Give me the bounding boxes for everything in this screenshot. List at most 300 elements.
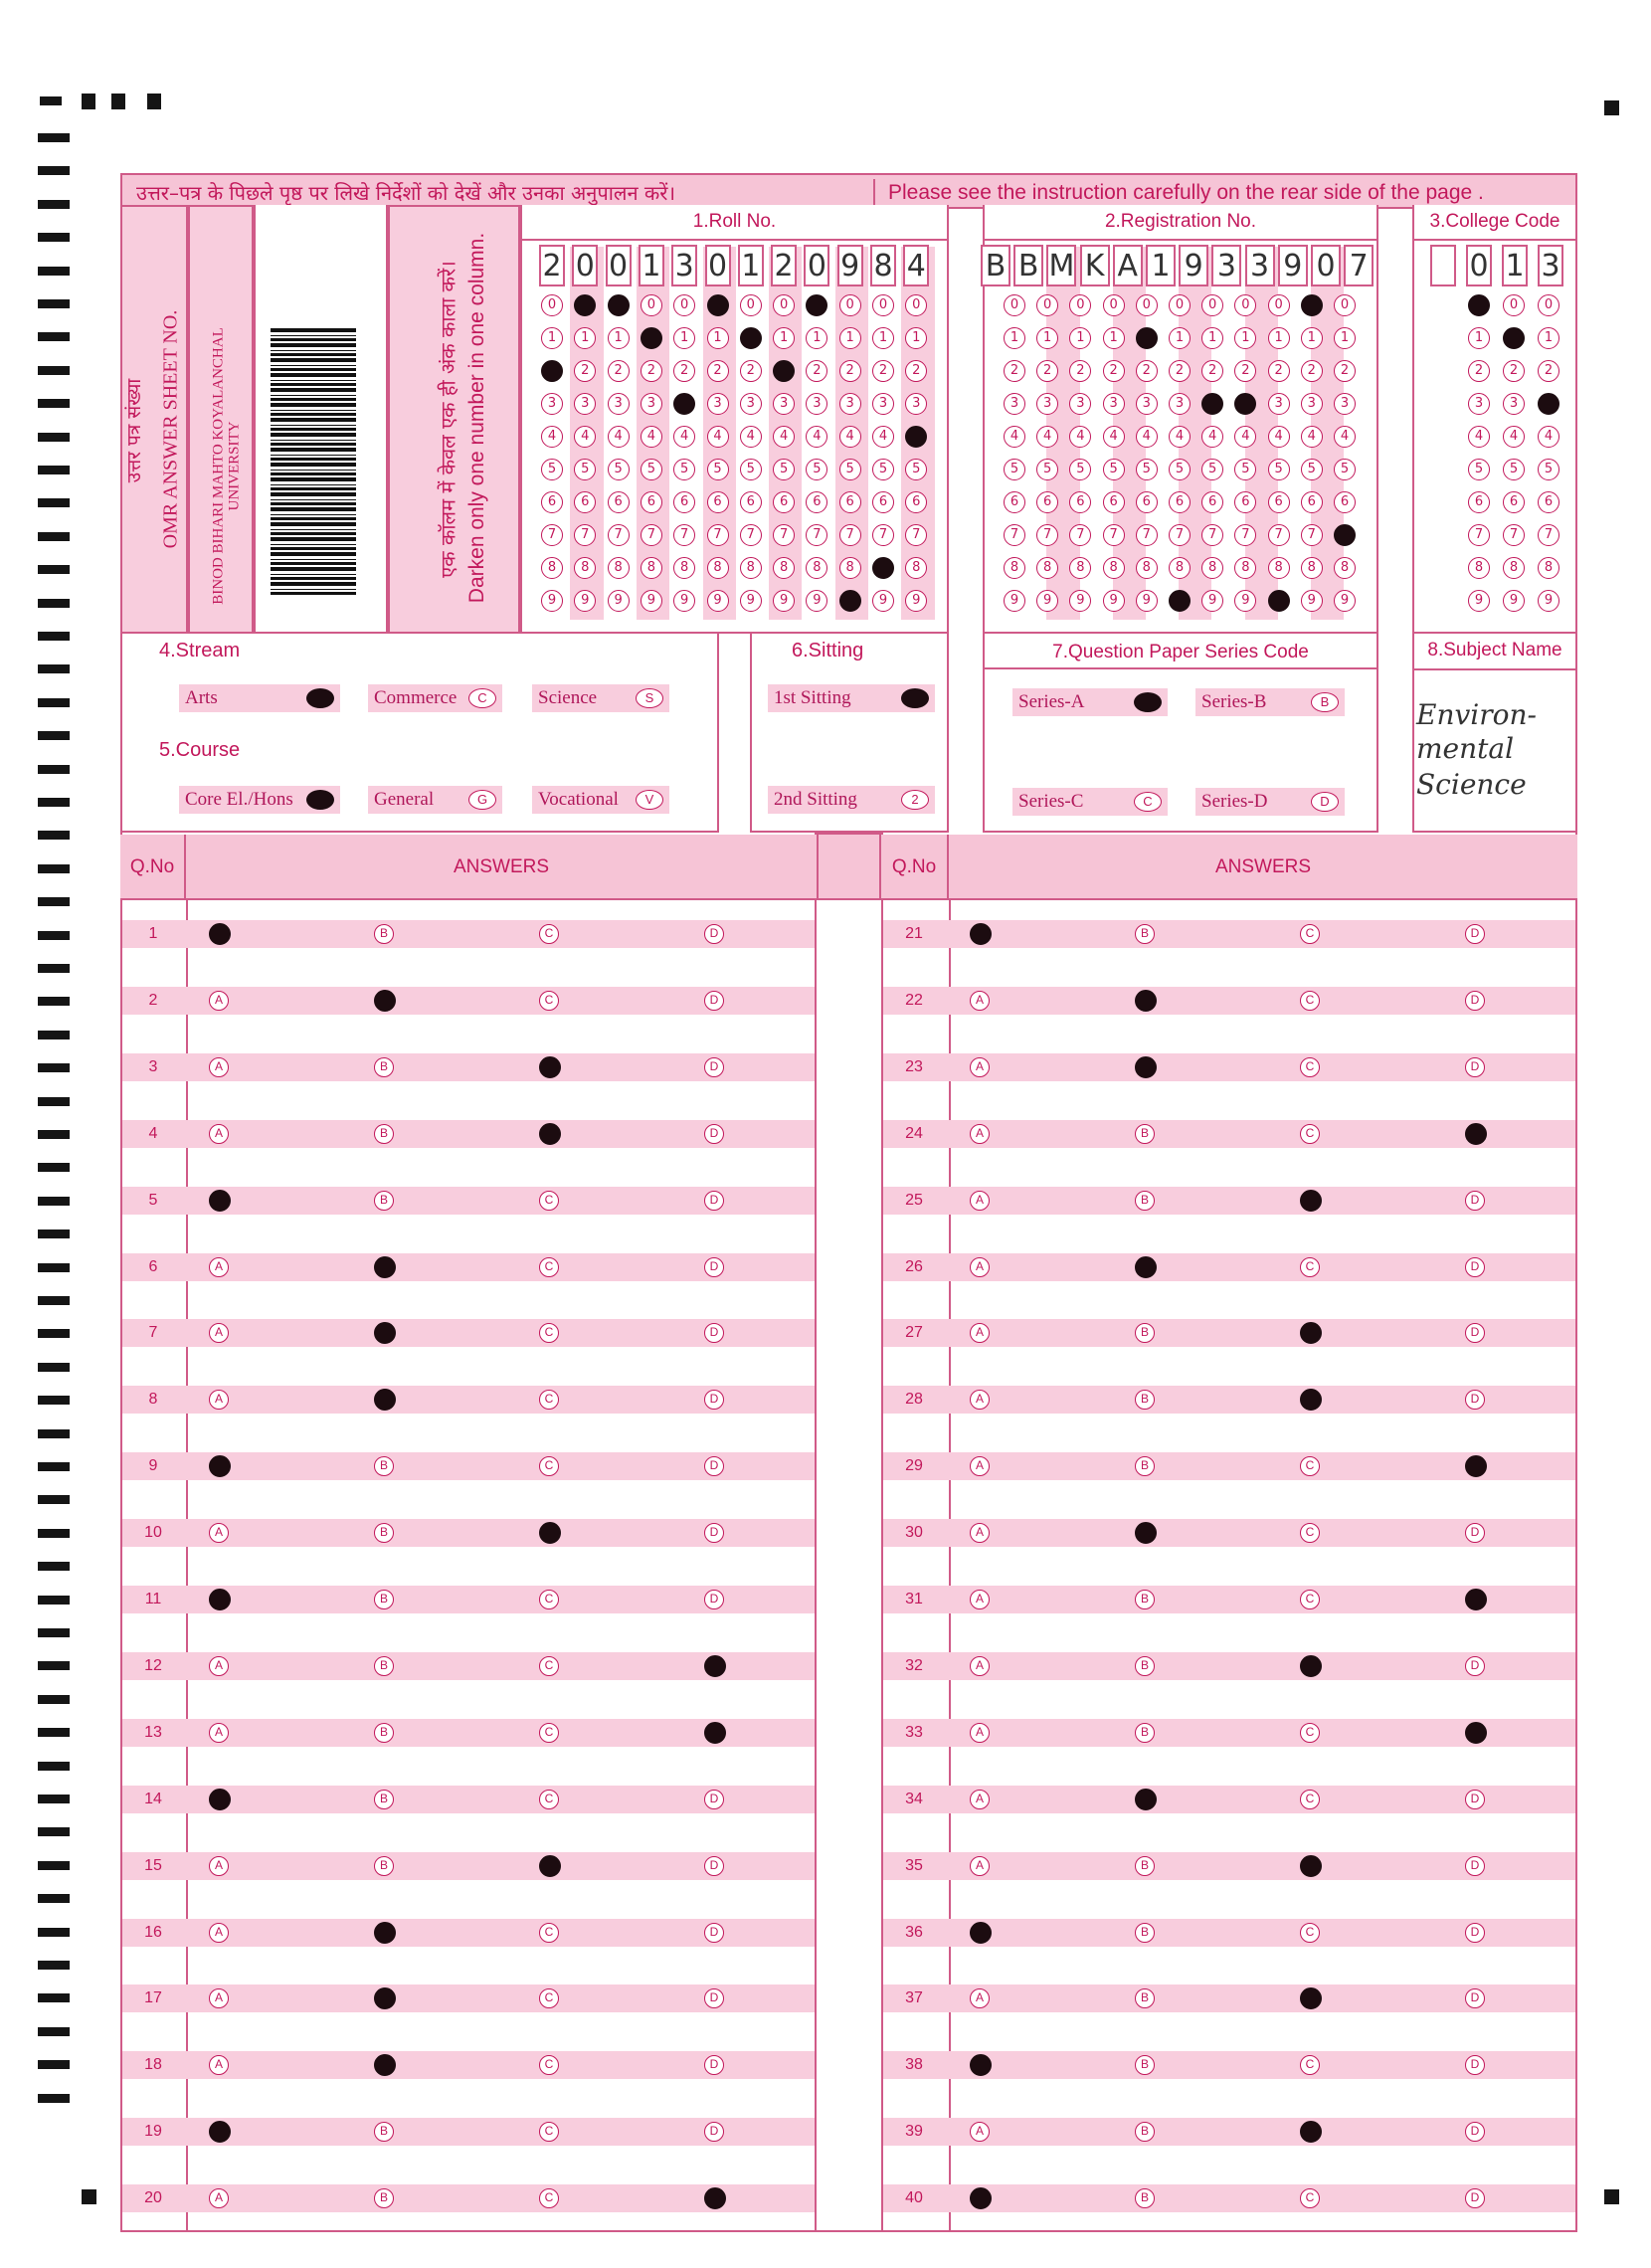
registration-bubble-0[interactable] <box>1301 294 1323 316</box>
registration-bubble-3[interactable]: 3 <box>1004 393 1025 415</box>
answer-bubble-c[interactable]: C <box>1300 1257 1320 1277</box>
answer-bubble-c[interactable]: C <box>539 1323 559 1343</box>
roll-no-bubble-9[interactable]: 9 <box>740 590 762 612</box>
registration-bubble-2[interactable]: 2 <box>1004 360 1025 382</box>
registration-bubble-1[interactable]: 1 <box>1301 327 1323 349</box>
roll-no-bubble-1[interactable]: 1 <box>608 327 630 349</box>
roll-no-bubble-6[interactable]: 6 <box>740 491 762 513</box>
registration-bubble-8[interactable]: 8 <box>1169 557 1191 579</box>
registration-bubble-9[interactable] <box>1268 590 1290 612</box>
answer-bubble-a[interactable]: A <box>209 1323 229 1343</box>
roll-no-bubble-1[interactable]: 1 <box>872 327 894 349</box>
roll-no-bubble-7[interactable]: 7 <box>707 524 729 546</box>
roll-no-bubble-7[interactable]: 7 <box>574 524 596 546</box>
roll-no-bubble-4[interactable]: 4 <box>673 426 695 448</box>
answer-bubble-b[interactable] <box>1135 1789 1157 1810</box>
answer-bubble-a[interactable]: A <box>209 1988 229 2008</box>
answer-bubble-b[interactable]: B <box>374 1057 394 1077</box>
registration-bubble-5[interactable]: 5 <box>1334 459 1356 480</box>
roll-no-bubble-3[interactable]: 3 <box>574 393 596 415</box>
answer-bubble-a[interactable]: A <box>209 1923 229 1943</box>
roll-no-bubble-4[interactable]: 4 <box>740 426 762 448</box>
registration-bubble-9[interactable]: 9 <box>1301 590 1323 612</box>
answer-bubble-c[interactable] <box>1300 1855 1322 1877</box>
roll-no-bubble-3[interactable]: 3 <box>773 393 795 415</box>
answer-bubble-a[interactable]: A <box>209 1124 229 1144</box>
answer-bubble-b[interactable] <box>374 1922 396 1944</box>
registration-bubble-4[interactable]: 4 <box>1169 426 1191 448</box>
answer-bubble-c[interactable] <box>539 1123 561 1145</box>
registration-bubble-9[interactable]: 9 <box>1103 590 1125 612</box>
roll-no-bubble-8[interactable]: 8 <box>673 557 695 579</box>
registration-bubble-3[interactable]: 3 <box>1036 393 1058 415</box>
stream-option-commerce[interactable]: Commerce <box>368 684 502 712</box>
roll-no-bubble-7[interactable]: 7 <box>641 524 662 546</box>
registration-bubble-7[interactable]: 7 <box>1268 524 1290 546</box>
registration-bubble-3[interactable]: 3 <box>1301 393 1323 415</box>
answer-bubble-c[interactable]: C <box>539 1923 559 1943</box>
roll-no-bubble-7[interactable]: 7 <box>673 524 695 546</box>
registration-bubble-8[interactable]: 8 <box>1036 557 1058 579</box>
college-code-bubble-2[interactable]: 2 <box>1538 360 1559 382</box>
roll-no-bubble-3[interactable]: 3 <box>541 393 563 415</box>
stream-option-arts[interactable]: Arts <box>179 684 340 712</box>
college-code-bubble-1[interactable]: 1 <box>1468 327 1490 349</box>
answer-bubble-d[interactable]: D <box>704 2122 724 2142</box>
answer-bubble-c[interactable]: C <box>1300 1790 1320 1809</box>
answer-bubble-d[interactable]: D <box>704 1057 724 1077</box>
roll-no-bubble-4[interactable]: 4 <box>773 426 795 448</box>
answer-bubble-b[interactable]: B <box>1135 1656 1155 1676</box>
registration-bubble-1[interactable]: 1 <box>1036 327 1058 349</box>
answer-bubble-b[interactable] <box>374 1256 396 1278</box>
roll-no-bubble-0[interactable]: 0 <box>740 294 762 316</box>
series-option-series-b[interactable]: Series-B <box>1195 688 1345 716</box>
college-code-bubble-7[interactable]: 7 <box>1503 524 1525 546</box>
registration-bubble-2[interactable]: 2 <box>1334 360 1356 382</box>
roll-no-bubble-3[interactable]: 3 <box>806 393 827 415</box>
roll-no-bubble-2[interactable]: 2 <box>839 360 861 382</box>
answer-bubble-c[interactable]: C <box>1300 1057 1320 1077</box>
series-bubble-a[interactable] <box>1134 692 1162 712</box>
answer-bubble-b[interactable] <box>1135 1522 1157 1544</box>
roll-no-bubble-4[interactable]: 4 <box>574 426 596 448</box>
answer-bubble-a[interactable]: A <box>970 991 990 1011</box>
roll-no-bubble-2[interactable]: 2 <box>707 360 729 382</box>
registration-bubble-5[interactable]: 5 <box>1201 459 1223 480</box>
registration-bubble-7[interactable]: 7 <box>1136 524 1158 546</box>
college-code-bubble-0[interactable] <box>1468 294 1490 316</box>
roll-no-bubble-1[interactable]: 1 <box>773 327 795 349</box>
registration-bubble-6[interactable]: 6 <box>1103 491 1125 513</box>
registration-bubble-9[interactable]: 9 <box>1201 590 1223 612</box>
roll-no-bubble-7[interactable]: 7 <box>541 524 563 546</box>
registration-bubble-9[interactable] <box>1169 590 1191 612</box>
college-code-bubble-9[interactable]: 9 <box>1538 590 1559 612</box>
roll-no-bubble-2[interactable]: 2 <box>872 360 894 382</box>
roll-no-bubble-1[interactable]: 1 <box>905 327 927 349</box>
roll-no-bubble-1[interactable] <box>740 327 762 349</box>
answer-bubble-a[interactable]: A <box>209 1856 229 1876</box>
registration-bubble-6[interactable]: 6 <box>1136 491 1158 513</box>
roll-no-bubble-6[interactable]: 6 <box>872 491 894 513</box>
roll-no-bubble-1[interactable]: 1 <box>673 327 695 349</box>
answer-bubble-b[interactable]: B <box>1135 2122 1155 2142</box>
answer-bubble-c[interactable]: C <box>539 1590 559 1609</box>
answer-bubble-d[interactable] <box>704 1655 726 1677</box>
roll-no-bubble-9[interactable]: 9 <box>574 590 596 612</box>
registration-bubble-5[interactable]: 5 <box>1136 459 1158 480</box>
course-bubble-g[interactable]: G <box>468 790 496 810</box>
answer-bubble-d[interactable]: D <box>1465 924 1485 944</box>
roll-no-bubble-7[interactable]: 7 <box>905 524 927 546</box>
registration-bubble-7[interactable]: 7 <box>1004 524 1025 546</box>
roll-no-bubble-2[interactable] <box>541 360 563 382</box>
stream-bubble-c[interactable]: C <box>468 688 496 708</box>
roll-no-bubble-5[interactable]: 5 <box>673 459 695 480</box>
answer-bubble-d[interactable]: D <box>1465 2188 1485 2208</box>
registration-bubble-2[interactable]: 2 <box>1136 360 1158 382</box>
answer-bubble-c[interactable]: C <box>539 2055 559 2075</box>
registration-bubble-0[interactable]: 0 <box>1036 294 1058 316</box>
answer-bubble-a[interactable] <box>209 1190 231 1212</box>
roll-no-bubble-8[interactable]: 8 <box>839 557 861 579</box>
registration-bubble-0[interactable]: 0 <box>1103 294 1125 316</box>
answer-bubble-d[interactable]: D <box>1465 1257 1485 1277</box>
answer-bubble-c[interactable]: C <box>1300 1590 1320 1609</box>
registration-bubble-9[interactable]: 9 <box>1334 590 1356 612</box>
sitting-option-1st-sitting[interactable]: 1st Sitting <box>768 684 935 712</box>
answer-bubble-b[interactable]: B <box>1135 924 1155 944</box>
answer-bubble-b[interactable]: B <box>374 1656 394 1676</box>
college-code-bubble-2[interactable]: 2 <box>1503 360 1525 382</box>
college-code-bubble-2[interactable]: 2 <box>1468 360 1490 382</box>
answer-bubble-d[interactable]: D <box>1465 1923 1485 1943</box>
roll-no-bubble-5[interactable]: 5 <box>608 459 630 480</box>
registration-bubble-5[interactable]: 5 <box>1268 459 1290 480</box>
roll-no-bubble-8[interactable]: 8 <box>806 557 827 579</box>
answer-bubble-b[interactable]: B <box>374 1723 394 1743</box>
registration-bubble-4[interactable]: 4 <box>1268 426 1290 448</box>
college-code-bubble-4[interactable]: 4 <box>1503 426 1525 448</box>
series-bubble-d[interactable]: D <box>1311 792 1339 812</box>
registration-bubble-7[interactable] <box>1334 524 1356 546</box>
college-code-bubble-0[interactable]: 0 <box>1503 294 1525 316</box>
roll-no-bubble-8[interactable]: 8 <box>574 557 596 579</box>
answer-bubble-d[interactable]: D <box>704 2055 724 2075</box>
course-bubble-h[interactable] <box>306 790 334 810</box>
answer-bubble-a[interactable]: A <box>209 1390 229 1410</box>
registration-bubble-7[interactable]: 7 <box>1201 524 1223 546</box>
roll-no-bubble-8[interactable]: 8 <box>641 557 662 579</box>
roll-no-bubble-3[interactable]: 3 <box>608 393 630 415</box>
registration-bubble-5[interactable]: 5 <box>1069 459 1091 480</box>
registration-bubble-2[interactable]: 2 <box>1036 360 1058 382</box>
roll-no-bubble-9[interactable]: 9 <box>806 590 827 612</box>
roll-no-bubble-5[interactable]: 5 <box>707 459 729 480</box>
answer-bubble-d[interactable]: D <box>704 1988 724 2008</box>
answer-bubble-d[interactable]: D <box>1465 1790 1485 1809</box>
answer-bubble-c[interactable]: C <box>539 924 559 944</box>
answer-bubble-b[interactable]: B <box>1135 1191 1155 1211</box>
answer-bubble-a[interactable]: A <box>970 1988 990 2008</box>
answer-bubble-d[interactable]: D <box>1465 1856 1485 1876</box>
answer-bubble-b[interactable]: B <box>374 1191 394 1211</box>
registration-bubble-7[interactable]: 7 <box>1036 524 1058 546</box>
college-code-bubble-8[interactable]: 8 <box>1468 557 1490 579</box>
answer-bubble-a[interactable]: A <box>970 1590 990 1609</box>
answer-bubble-d[interactable]: D <box>704 924 724 944</box>
answer-bubble-c[interactable]: C <box>539 2188 559 2208</box>
answer-bubble-d[interactable]: D <box>1465 991 1485 1011</box>
roll-no-bubble-1[interactable]: 1 <box>541 327 563 349</box>
registration-bubble-8[interactable]: 8 <box>1234 557 1256 579</box>
registration-bubble-8[interactable]: 8 <box>1268 557 1290 579</box>
answer-bubble-b[interactable]: B <box>374 2122 394 2142</box>
roll-no-bubble-2[interactable]: 2 <box>673 360 695 382</box>
registration-bubble-8[interactable]: 8 <box>1201 557 1223 579</box>
answer-bubble-a[interactable]: A <box>970 1390 990 1410</box>
roll-no-bubble-0[interactable]: 0 <box>641 294 662 316</box>
registration-bubble-1[interactable]: 1 <box>1201 327 1223 349</box>
answer-bubble-a[interactable]: A <box>209 2188 229 2208</box>
roll-no-bubble-5[interactable]: 5 <box>773 459 795 480</box>
answer-bubble-c[interactable]: C <box>1300 1723 1320 1743</box>
roll-no-bubble-0[interactable]: 0 <box>773 294 795 316</box>
roll-no-bubble-4[interactable]: 4 <box>608 426 630 448</box>
sitting-bubble-1[interactable] <box>901 688 929 708</box>
roll-no-bubble-2[interactable]: 2 <box>905 360 927 382</box>
answer-bubble-d[interactable]: D <box>704 1191 724 1211</box>
registration-bubble-9[interactable]: 9 <box>1234 590 1256 612</box>
roll-no-bubble-9[interactable]: 9 <box>641 590 662 612</box>
roll-no-bubble-9[interactable]: 9 <box>541 590 563 612</box>
roll-no-bubble-6[interactable]: 6 <box>773 491 795 513</box>
college-code-bubble-6[interactable]: 6 <box>1503 491 1525 513</box>
answer-bubble-d[interactable]: D <box>1465 2055 1485 2075</box>
answer-bubble-d[interactable]: D <box>704 1456 724 1476</box>
roll-no-bubble-3[interactable]: 3 <box>839 393 861 415</box>
registration-bubble-3[interactable]: 3 <box>1136 393 1158 415</box>
college-code-bubble-9[interactable]: 9 <box>1468 590 1490 612</box>
roll-no-bubble-0[interactable] <box>608 294 630 316</box>
roll-no-bubble-9[interactable]: 9 <box>872 590 894 612</box>
roll-no-bubble-0[interactable]: 0 <box>839 294 861 316</box>
roll-no-bubble-3[interactable]: 3 <box>872 393 894 415</box>
roll-no-bubble-1[interactable]: 1 <box>707 327 729 349</box>
answer-bubble-b[interactable]: B <box>374 1590 394 1609</box>
registration-bubble-8[interactable]: 8 <box>1334 557 1356 579</box>
stream-bubble-a[interactable] <box>306 688 334 708</box>
roll-no-bubble-4[interactable]: 4 <box>541 426 563 448</box>
college-code-bubble-6[interactable]: 6 <box>1468 491 1490 513</box>
roll-no-bubble-1[interactable]: 1 <box>806 327 827 349</box>
registration-bubble-4[interactable]: 4 <box>1036 426 1058 448</box>
answer-bubble-b[interactable]: B <box>1135 1456 1155 1476</box>
roll-no-bubble-9[interactable]: 9 <box>608 590 630 612</box>
registration-bubble-8[interactable]: 8 <box>1069 557 1091 579</box>
answer-bubble-b[interactable]: B <box>374 924 394 944</box>
answer-bubble-a[interactable]: A <box>970 1057 990 1077</box>
answer-bubble-a[interactable]: A <box>970 1723 990 1743</box>
college-code-bubble-5[interactable]: 5 <box>1538 459 1559 480</box>
answer-bubble-b[interactable]: B <box>1135 2055 1155 2075</box>
registration-bubble-0[interactable]: 0 <box>1136 294 1158 316</box>
registration-bubble-7[interactable]: 7 <box>1301 524 1323 546</box>
roll-no-bubble-6[interactable]: 6 <box>608 491 630 513</box>
roll-no-bubble-0[interactable]: 0 <box>905 294 927 316</box>
roll-no-bubble-3[interactable]: 3 <box>641 393 662 415</box>
registration-bubble-1[interactable]: 1 <box>1234 327 1256 349</box>
college-code-bubble-5[interactable]: 5 <box>1503 459 1525 480</box>
registration-bubble-9[interactable]: 9 <box>1136 590 1158 612</box>
answer-bubble-b[interactable]: B <box>1135 1723 1155 1743</box>
roll-no-bubble-8[interactable]: 8 <box>740 557 762 579</box>
answer-bubble-d[interactable]: D <box>1465 1988 1485 2008</box>
answer-bubble-c[interactable]: C <box>539 1723 559 1743</box>
answer-bubble-b[interactable]: B <box>1135 1323 1155 1343</box>
college-code-bubble-3[interactable] <box>1538 393 1559 415</box>
answer-bubble-d[interactable]: D <box>704 1390 724 1410</box>
registration-bubble-2[interactable]: 2 <box>1169 360 1191 382</box>
registration-bubble-7[interactable]: 7 <box>1169 524 1191 546</box>
registration-bubble-0[interactable]: 0 <box>1234 294 1256 316</box>
answer-bubble-a[interactable]: A <box>209 991 229 1011</box>
roll-no-bubble-2[interactable]: 2 <box>740 360 762 382</box>
answer-bubble-a[interactable]: A <box>970 1856 990 1876</box>
roll-no-bubble-1[interactable]: 1 <box>574 327 596 349</box>
registration-bubble-4[interactable]: 4 <box>1069 426 1091 448</box>
roll-no-bubble-5[interactable]: 5 <box>806 459 827 480</box>
answer-bubble-c[interactable]: C <box>539 1191 559 1211</box>
college-code-bubble-3[interactable]: 3 <box>1503 393 1525 415</box>
roll-no-bubble-8[interactable]: 8 <box>707 557 729 579</box>
answer-bubble-d[interactable] <box>704 2187 726 2209</box>
answer-bubble-b[interactable]: B <box>1135 1124 1155 1144</box>
answer-bubble-d[interactable]: D <box>704 1856 724 1876</box>
answer-bubble-c[interactable]: C <box>539 1790 559 1809</box>
answer-bubble-d[interactable] <box>1465 1722 1487 1744</box>
roll-no-bubble-9[interactable] <box>839 590 861 612</box>
roll-no-bubble-6[interactable]: 6 <box>839 491 861 513</box>
roll-no-bubble-0[interactable] <box>707 294 729 316</box>
roll-no-bubble-7[interactable]: 7 <box>839 524 861 546</box>
answer-bubble-d[interactable]: D <box>704 1323 724 1343</box>
roll-no-bubble-6[interactable]: 6 <box>541 491 563 513</box>
roll-no-bubble-9[interactable]: 9 <box>905 590 927 612</box>
registration-bubble-9[interactable]: 9 <box>1036 590 1058 612</box>
registration-bubble-2[interactable]: 2 <box>1234 360 1256 382</box>
college-code-bubble-4[interactable]: 4 <box>1468 426 1490 448</box>
answer-bubble-a[interactable] <box>209 1789 231 1810</box>
roll-no-bubble-1[interactable] <box>641 327 662 349</box>
roll-no-bubble-7[interactable]: 7 <box>740 524 762 546</box>
answer-bubble-c[interactable]: C <box>1300 1456 1320 1476</box>
answer-bubble-b[interactable]: B <box>374 1856 394 1876</box>
roll-no-bubble-5[interactable]: 5 <box>905 459 927 480</box>
answer-bubble-a[interactable] <box>970 923 992 945</box>
answer-bubble-d[interactable] <box>1465 1589 1487 1610</box>
answer-bubble-a[interactable]: A <box>209 1523 229 1543</box>
college-code-bubble-1[interactable] <box>1503 327 1525 349</box>
college-code-bubble-5[interactable]: 5 <box>1468 459 1490 480</box>
course-option-core-el-hons[interactable]: Core El./Hons <box>179 786 340 814</box>
roll-no-bubble-5[interactable]: 5 <box>872 459 894 480</box>
registration-bubble-4[interactable]: 4 <box>1136 426 1158 448</box>
registration-bubble-8[interactable]: 8 <box>1103 557 1125 579</box>
answer-bubble-b[interactable]: B <box>1135 1590 1155 1609</box>
answer-bubble-b[interactable]: B <box>374 1124 394 1144</box>
roll-no-bubble-6[interactable]: 6 <box>673 491 695 513</box>
answer-bubble-a[interactable]: A <box>209 1656 229 1676</box>
roll-no-bubble-8[interactable]: 8 <box>541 557 563 579</box>
roll-no-bubble-7[interactable]: 7 <box>872 524 894 546</box>
answer-bubble-b[interactable]: B <box>374 1790 394 1809</box>
answer-bubble-d[interactable] <box>704 1722 726 1744</box>
answer-bubble-d[interactable]: D <box>1465 1323 1485 1343</box>
registration-bubble-9[interactable]: 9 <box>1069 590 1091 612</box>
answer-bubble-a[interactable]: A <box>970 2122 990 2142</box>
answer-bubble-a[interactable]: A <box>970 1191 990 1211</box>
registration-bubble-4[interactable]: 4 <box>1201 426 1223 448</box>
answer-bubble-a[interactable]: A <box>970 1656 990 1676</box>
course-bubble-v[interactable]: V <box>636 790 663 810</box>
answer-bubble-b[interactable]: B <box>374 2188 394 2208</box>
answer-bubble-a[interactable] <box>970 1922 992 1944</box>
registration-bubble-8[interactable]: 8 <box>1136 557 1158 579</box>
registration-bubble-6[interactable]: 6 <box>1036 491 1058 513</box>
roll-no-bubble-6[interactable]: 6 <box>707 491 729 513</box>
roll-no-bubble-5[interactable]: 5 <box>740 459 762 480</box>
roll-no-bubble-4[interactable]: 4 <box>872 426 894 448</box>
registration-bubble-1[interactable] <box>1136 327 1158 349</box>
registration-bubble-5[interactable]: 5 <box>1004 459 1025 480</box>
answer-bubble-c[interactable] <box>539 1522 561 1544</box>
registration-bubble-5[interactable]: 5 <box>1103 459 1125 480</box>
roll-no-bubble-7[interactable]: 7 <box>773 524 795 546</box>
answer-bubble-a[interactable]: A <box>970 1124 990 1144</box>
roll-no-bubble-1[interactable]: 1 <box>839 327 861 349</box>
registration-bubble-1[interactable]: 1 <box>1334 327 1356 349</box>
answer-bubble-a[interactable]: A <box>209 1057 229 1077</box>
registration-bubble-6[interactable]: 6 <box>1069 491 1091 513</box>
roll-no-bubble-9[interactable]: 9 <box>673 590 695 612</box>
registration-bubble-4[interactable]: 4 <box>1103 426 1125 448</box>
college-code-bubble-8[interactable]: 8 <box>1538 557 1559 579</box>
roll-no-bubble-3[interactable]: 3 <box>707 393 729 415</box>
answer-bubble-b[interactable] <box>374 990 396 1012</box>
registration-bubble-0[interactable]: 0 <box>1334 294 1356 316</box>
registration-bubble-1[interactable]: 1 <box>1069 327 1091 349</box>
answer-bubble-c[interactable]: C <box>1300 1523 1320 1543</box>
registration-bubble-5[interactable]: 5 <box>1234 459 1256 480</box>
series-bubble-c[interactable]: C <box>1134 792 1162 812</box>
registration-bubble-3[interactable]: 3 <box>1069 393 1091 415</box>
registration-bubble-7[interactable]: 7 <box>1234 524 1256 546</box>
registration-bubble-6[interactable]: 6 <box>1201 491 1223 513</box>
stream-bubble-s[interactable]: S <box>636 688 663 708</box>
roll-no-bubble-2[interactable]: 2 <box>641 360 662 382</box>
college-code-bubble-3[interactable]: 3 <box>1468 393 1490 415</box>
roll-no-bubble-9[interactable]: 9 <box>773 590 795 612</box>
registration-bubble-6[interactable]: 6 <box>1004 491 1025 513</box>
answer-bubble-a[interactable] <box>209 1589 231 1610</box>
registration-bubble-2[interactable]: 2 <box>1301 360 1323 382</box>
roll-no-bubble-8[interactable] <box>872 557 894 579</box>
answer-bubble-d[interactable]: D <box>704 1124 724 1144</box>
answer-bubble-d[interactable]: D <box>1465 1390 1485 1410</box>
answer-bubble-a[interactable]: A <box>970 1323 990 1343</box>
